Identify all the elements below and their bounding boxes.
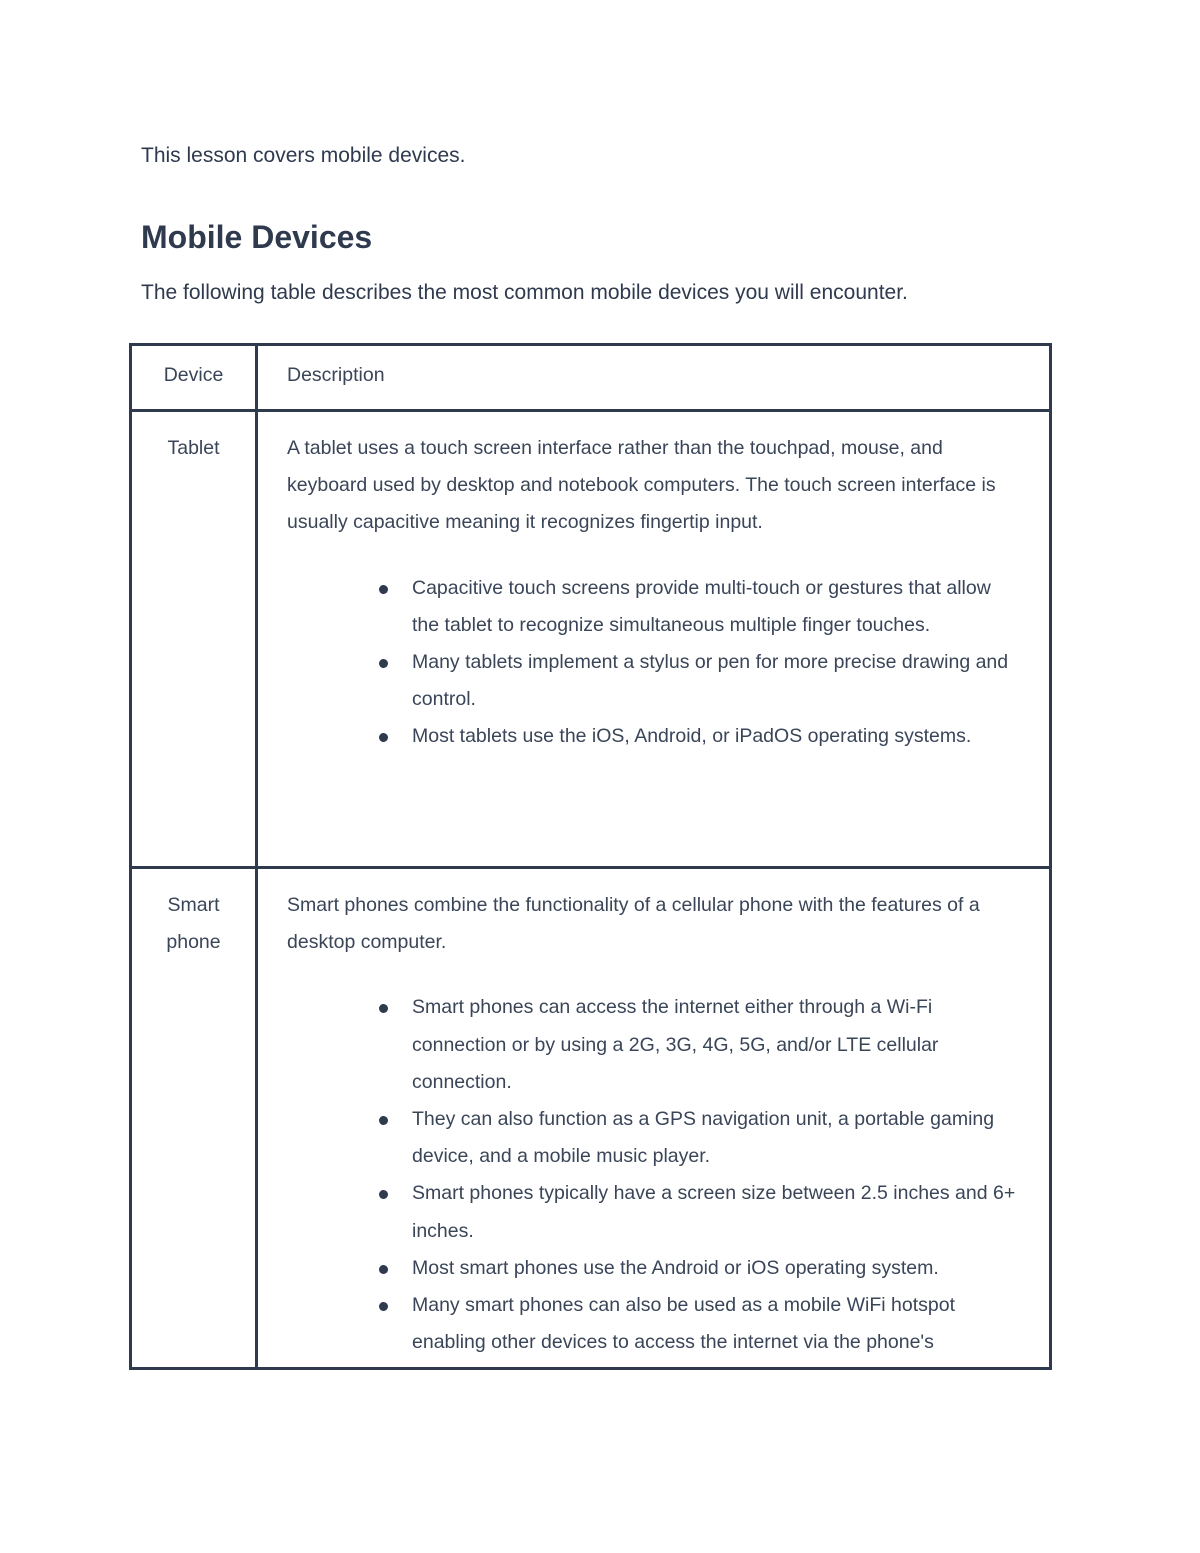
bullet-icon [379, 1190, 388, 1199]
list-item [412, 718, 1021, 755]
header-device: Device [131, 345, 257, 411]
list-item [412, 989, 1021, 1101]
bullet-icon [379, 733, 388, 742]
bullet-icon [379, 585, 388, 594]
table-intro-text: The following table describes the most common mobile devices you will encounter. [141, 281, 908, 304]
list-item-text: Most smart phones use the Android or iOS operating system. [412, 1256, 939, 1279]
table-row [131, 868, 1051, 1369]
list-item [412, 1250, 1021, 1287]
bullet-icon [379, 659, 388, 668]
list-item [412, 1101, 1021, 1175]
header-description: Description [257, 345, 1051, 411]
list-item-text: Smart phones typically have a screen size between 2.5 inches and 6+ inches. [412, 1182, 1016, 1242]
device-name-cell: Smart phone [131, 868, 257, 1369]
feature-list [287, 570, 1021, 756]
device-description: A tablet uses a touch screen interface rather than the touchpad, mouse, and keyboard used by desktop and notebook computers. The touch screen interface is usually capacitive meaning it recognizes fingertip input. [287, 437, 996, 534]
device-description: Smart phones combine the functionality of a cellular phone with the features of a desktop computer. [287, 894, 980, 954]
device-name-cell: Tablet [131, 411, 257, 868]
list-item [412, 1287, 1021, 1361]
device-description-cell [257, 411, 1051, 868]
list-item-text: Most tablets use the iOS, Android, or iPadOS operating systems. [412, 725, 972, 748]
bullet-icon [379, 1265, 388, 1274]
page-title: Mobile Devices [141, 219, 373, 255]
device-description-cell [257, 868, 1051, 1369]
table-row [131, 411, 1051, 868]
intro-text: This lesson covers mobile devices. [141, 144, 466, 167]
list-item-text: Capacitive touch screens provide multi-touch or gestures that allow the tablet to recognize simultaneous multiple finger touches. [412, 576, 991, 636]
feature-list [287, 989, 1021, 1361]
table-header-row [131, 345, 1051, 411]
list-item [412, 1175, 1021, 1249]
list-item-text: Smart phones can access the internet either through a Wi-Fi connection or by using a 2G, 3G, 4G, 5G, and/or LTE cellular connection. [412, 996, 939, 1093]
list-item-text: They can also function as a GPS navigation unit, a portable gaming device, and a mobile music player. [412, 1108, 995, 1168]
list-item [412, 644, 1021, 718]
devices-table [129, 343, 1052, 1370]
bullet-icon [379, 1004, 388, 1013]
bullet-icon [379, 1302, 388, 1311]
list-item-text: Many smart phones can also be used as a mobile WiFi hotspot enabling other devices to access the internet via the phone's [412, 1294, 956, 1354]
list-item-text: Many tablets implement a stylus or pen for more precise drawing and control. [412, 651, 1009, 711]
list-item [412, 570, 1021, 644]
bullet-icon [379, 1116, 388, 1125]
